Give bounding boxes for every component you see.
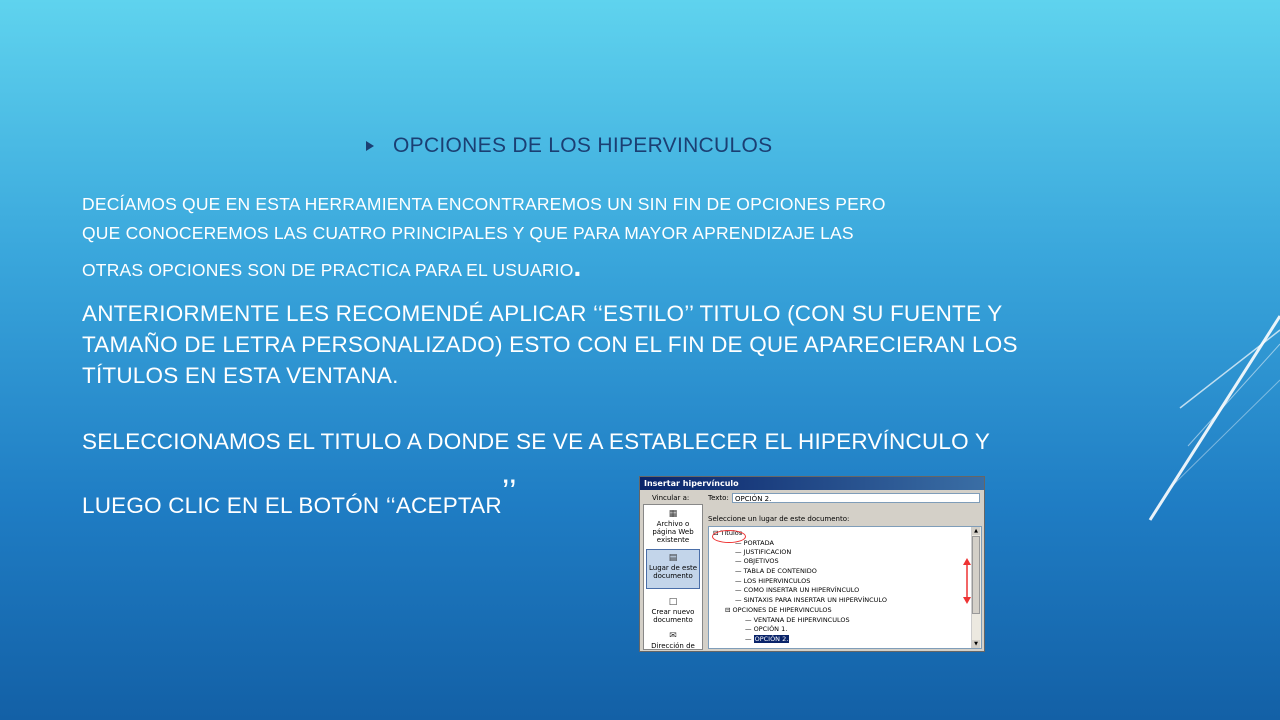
web-page-icon: ▦ xyxy=(668,509,678,519)
link-to-label: Vincular a: xyxy=(652,494,690,502)
tree-scrollbar[interactable] xyxy=(971,527,981,648)
bullet-arrow-icon xyxy=(366,141,374,151)
para1-line3: OTRAS OPCIONES SON DE PRACTICA PARA EL USUARIO xyxy=(82,260,574,280)
document-place-icon: ▤ xyxy=(668,553,678,563)
text-to-display-input[interactable]: OPCIÓN 2. xyxy=(732,493,980,503)
document-places-tree xyxy=(708,526,982,649)
para1-line2: QUE CONOCEREMOS LAS CUATRO PRINCIPALES Y QUE PARA MAYOR APRENDIZAJE LAS xyxy=(82,223,854,243)
tree-item-selected[interactable]: — OPCIÓN 2. xyxy=(745,635,789,643)
tree-item[interactable]: — COMO INSERTAR UN HIPERVÍNCULO xyxy=(735,586,860,594)
tree-item[interactable]: ⊟ OPCIONES DE HIPERVINCULOS xyxy=(725,606,832,614)
tree-item[interactable]: — OBJETIVOS xyxy=(735,557,779,565)
email-address-icon: ✉ xyxy=(669,631,677,641)
bullet-heading xyxy=(366,134,772,158)
tree-item[interactable]: — LOS HIPERVINCULOS xyxy=(735,577,811,585)
tree-item[interactable]: — JUSTIFICACION xyxy=(735,548,792,556)
scroll-down-icon: ▼ xyxy=(972,640,980,648)
insert-hyperlink-dialog-screenshot xyxy=(639,476,985,652)
tree-item[interactable]: — OPCIÓN 1. xyxy=(745,625,788,633)
para1-period: . xyxy=(573,251,582,282)
new-document-icon: □ xyxy=(668,597,678,607)
para2-line1: ANTERIORMENTE LES RECOMENDÉ APLICAR ‘‘ESTILO’’ TITULO (CON SU FUENTE Y xyxy=(82,301,1003,326)
para4-quote: ’’ xyxy=(501,473,517,511)
para2-line3: TÍTULOS EN ESTA VENTANA. xyxy=(82,363,399,388)
scroll-thumb xyxy=(972,536,980,614)
paragraph-select-title xyxy=(82,426,1162,457)
highlight-circle xyxy=(712,530,746,543)
sidebar-item-existing-file[interactable]: ▦ Archivo o página Web existente xyxy=(652,509,694,544)
text-label: Texto: xyxy=(708,494,729,502)
tree-item[interactable]: — VENTANA DE HIPERVINCULOS xyxy=(745,616,850,624)
double-arrow-icon xyxy=(963,558,971,604)
sidebar-item-place-in-document[interactable]: ▤ Lugar de este documento xyxy=(646,549,700,589)
paragraph-intro xyxy=(82,190,1142,285)
paragraph-click-accept xyxy=(82,466,517,532)
bullet-text: OPCIONES DE LOS HIPERVINCULOS xyxy=(393,134,773,157)
paragraph-style-recommendation xyxy=(82,298,1162,391)
scroll-up-icon: ▲ xyxy=(972,527,980,535)
sidebar-item-new-document[interactable]: □ Crear nuevo documento xyxy=(651,597,695,624)
tree-item[interactable]: — PORTADA xyxy=(735,539,774,547)
dialog-title: Insertar hipervínculo xyxy=(640,477,984,490)
tree-item[interactable]: — TABLA DE CONTENIDO xyxy=(735,567,817,575)
sidebar-item-email-address[interactable]: ✉ Dirección de xyxy=(651,631,695,650)
tree-item-titulos[interactable]: ⊟ Títulos xyxy=(713,529,743,537)
select-place-label: Seleccione un lugar de este documento: xyxy=(708,515,850,523)
link-to-sidebar xyxy=(643,504,703,650)
para4-text: LUEGO CLIC EN EL BOTÓN ‘‘ACEPTAR xyxy=(82,493,502,518)
para2-line2: TAMAÑO DE LETRA PERSONALIZADO) ESTO CON EL FIN DE QUE APARECIERAN LOS xyxy=(82,332,1018,357)
tree-item[interactable]: — SINTAXIS PARA INSERTAR UN HIPERVÍNCULO xyxy=(735,596,887,604)
para1-line1: DECÍAMOS QUE EN ESTA HERRAMIENTA ENCONTRAREMOS UN SIN FIN DE OPCIONES PERO xyxy=(82,194,886,214)
para3-line1: SELECCIONAMOS EL TITULO A DONDE SE VE A ESTABLECER EL HIPERVÍNCULO Y xyxy=(82,429,991,454)
